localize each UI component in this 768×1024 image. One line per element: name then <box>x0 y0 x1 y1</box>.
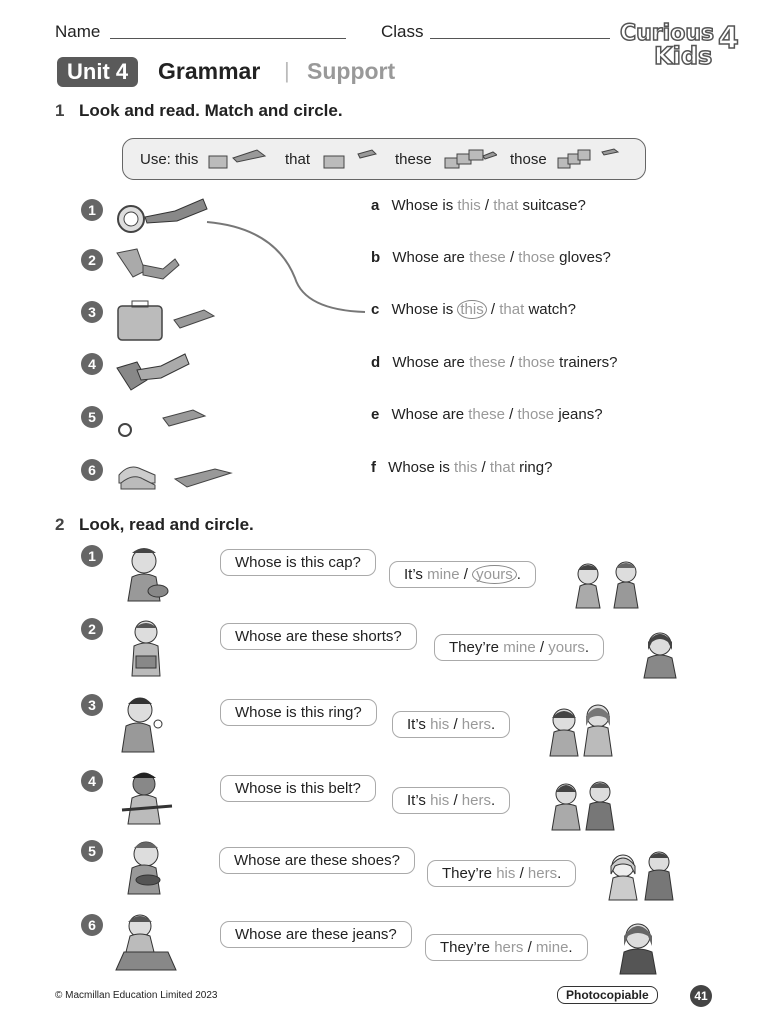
boy-with-shorts-icon <box>118 618 174 683</box>
use-those-label: those <box>510 151 547 168</box>
box-near-icon <box>207 146 271 177</box>
question-letter: e <box>371 406 380 423</box>
answer-bubble <box>392 787 510 814</box>
page-number: 41 <box>690 985 712 1007</box>
slash: / <box>481 459 486 476</box>
question-bubble: Whose are these jeans? <box>220 921 412 948</box>
exercise-title: Look, read and circle. <box>79 515 254 534</box>
item-number: 1 <box>81 199 103 221</box>
period: . <box>557 865 562 882</box>
question-letter: a <box>371 197 380 214</box>
slash: / <box>519 865 524 882</box>
period: . <box>490 792 496 809</box>
name-label: Name <box>55 22 101 41</box>
period: . <box>490 716 496 733</box>
option-these[interactable]: these <box>469 354 506 371</box>
option-mine[interactable]: mine <box>535 939 569 956</box>
question-noun: suitcase? <box>522 197 586 214</box>
slash: / <box>527 939 532 956</box>
girl-icon <box>638 628 688 685</box>
question-letter: b <box>371 249 381 266</box>
option-that[interactable]: that <box>489 459 515 476</box>
option-mine[interactable]: mine <box>503 639 536 656</box>
boy-with-shoes-icon <box>118 838 176 901</box>
question-bubble: Whose are these shoes? <box>219 847 415 874</box>
slash: / <box>539 639 545 656</box>
option-this[interactable]: this <box>457 197 481 214</box>
option-this[interactable]: this <box>454 459 478 476</box>
period: . <box>568 939 573 956</box>
gloves-icon <box>113 245 183 290</box>
slash: / <box>484 197 490 214</box>
question-b <box>371 249 611 266</box>
slash: / <box>463 566 468 583</box>
period: . <box>516 566 521 583</box>
answer-text: It’s <box>404 566 423 583</box>
answer-text: It’s <box>407 716 426 733</box>
use-this-label: Use: this <box>140 151 199 168</box>
item-number: 1 <box>81 545 103 567</box>
boy-with-cap-icon <box>118 545 174 608</box>
question-text: Whose are <box>391 406 465 423</box>
name-field[interactable] <box>110 38 346 39</box>
svg-text:4: 4 <box>718 21 739 56</box>
question-bubble: Whose is this ring? <box>220 699 377 726</box>
ring-icon <box>113 402 213 447</box>
suitcase-icon <box>114 298 219 351</box>
answer-text: They’re <box>449 639 500 656</box>
box-far-icon <box>322 146 382 177</box>
question-letter: f <box>371 459 376 476</box>
option-that[interactable]: that <box>499 301 525 318</box>
title-separator: | <box>284 58 290 83</box>
item-number: 6 <box>81 914 103 936</box>
exercise-title: Look and read. Match and circle. <box>79 101 343 120</box>
option-yours[interactable]: yours <box>548 639 585 656</box>
trainers-icon <box>115 455 235 496</box>
option-mine[interactable]: mine <box>427 566 460 583</box>
exercise-number: 1 <box>55 101 65 120</box>
item-number: 4 <box>81 353 103 375</box>
option-hers[interactable]: hers <box>527 865 558 882</box>
slash: / <box>509 249 515 266</box>
two-children-icon <box>550 778 620 837</box>
option-those[interactable]: those <box>518 354 555 371</box>
option-his[interactable]: his <box>430 792 450 809</box>
option-his[interactable]: his <box>430 716 450 733</box>
option-these[interactable]: these <box>468 406 505 423</box>
question-bubble: Whose is this belt? <box>220 775 376 802</box>
question-bubble: Whose are these shorts? <box>220 623 417 650</box>
question-text: Whose are <box>392 249 465 266</box>
option-hers[interactable]: hers <box>461 716 491 733</box>
item-number: 2 <box>81 618 103 640</box>
question-text: Whose is <box>391 301 454 318</box>
answer-bubble <box>425 934 588 961</box>
girl-icon <box>614 918 664 981</box>
option-this-circled[interactable]: this <box>457 300 486 319</box>
two-children-icon <box>605 850 677 907</box>
curious-kids-logo <box>616 10 746 70</box>
use-these-label: these <box>395 151 432 168</box>
answer-bubble <box>392 711 510 738</box>
question-c <box>371 301 576 318</box>
question-noun: trainers? <box>559 354 618 371</box>
item-number: 3 <box>81 301 103 323</box>
svg-text:Curious: Curious <box>620 21 715 46</box>
option-hers[interactable]: hers <box>494 939 524 956</box>
answer-bubble <box>434 634 604 661</box>
option-those[interactable]: those <box>518 249 555 266</box>
option-yours-circled[interactable]: yours <box>472 565 517 584</box>
two-children-icon <box>570 558 650 615</box>
question-noun: watch? <box>528 301 576 318</box>
copyright: © Macmillan Education Limited 2023 <box>55 990 218 1001</box>
answer-text: It’s <box>407 792 426 809</box>
photocopiable-badge: Photocopiable <box>557 986 658 1004</box>
slash: / <box>453 792 458 809</box>
boxes-far-icon <box>556 146 626 177</box>
slash: / <box>509 354 515 371</box>
slash: / <box>490 301 496 318</box>
class-label: Class <box>381 22 424 41</box>
boxes-near-icon <box>443 146 497 177</box>
question-noun: ring? <box>519 459 553 476</box>
boy-with-belt-icon <box>118 770 176 831</box>
item-number: 6 <box>81 459 103 481</box>
option-that[interactable]: that <box>493 197 519 214</box>
item-number: 2 <box>81 249 103 271</box>
boy-with-jeans-icon <box>114 912 178 977</box>
answer-bubble <box>427 860 576 887</box>
question-e <box>371 406 603 423</box>
boy-with-ring-icon <box>118 694 168 759</box>
use-that-label: that <box>285 151 311 168</box>
watch-icon <box>115 195 210 242</box>
slash: / <box>509 406 514 423</box>
item-number: 4 <box>81 770 103 792</box>
answer-text: They’re <box>442 865 493 882</box>
item-number: 5 <box>81 406 103 428</box>
question-text: Whose is <box>391 197 454 214</box>
question-noun: gloves? <box>559 249 611 266</box>
slash: / <box>453 716 458 733</box>
subsection-title: Support <box>307 58 396 84</box>
question-f <box>371 459 552 476</box>
option-hers[interactable]: hers <box>461 792 491 809</box>
period: . <box>584 639 590 656</box>
exercise-number: 2 <box>55 515 65 534</box>
class-field[interactable] <box>430 38 610 39</box>
question-text: Whose is <box>388 459 450 476</box>
section-title: Grammar <box>158 58 261 84</box>
two-children-icon <box>546 702 618 763</box>
answer-text: They’re <box>440 939 491 956</box>
question-letter: c <box>371 301 380 318</box>
question-letter: d <box>371 354 381 371</box>
option-these[interactable]: these <box>469 249 506 266</box>
option-his[interactable]: his <box>496 865 516 882</box>
match-line <box>205 218 370 323</box>
question-d <box>371 354 618 371</box>
item-number: 3 <box>81 694 103 716</box>
svg-text:Kids: Kids <box>654 42 713 70</box>
unit-badge: Unit 4 <box>57 57 138 87</box>
answer-bubble <box>389 561 536 588</box>
gloves-near-icon <box>113 350 193 399</box>
question-a <box>371 197 586 214</box>
item-number: 5 <box>81 840 103 862</box>
question-noun: jeans? <box>558 406 603 423</box>
option-those[interactable]: those <box>517 406 555 423</box>
question-bubble: Whose is this cap? <box>220 549 376 576</box>
question-text: Whose are <box>392 354 465 371</box>
